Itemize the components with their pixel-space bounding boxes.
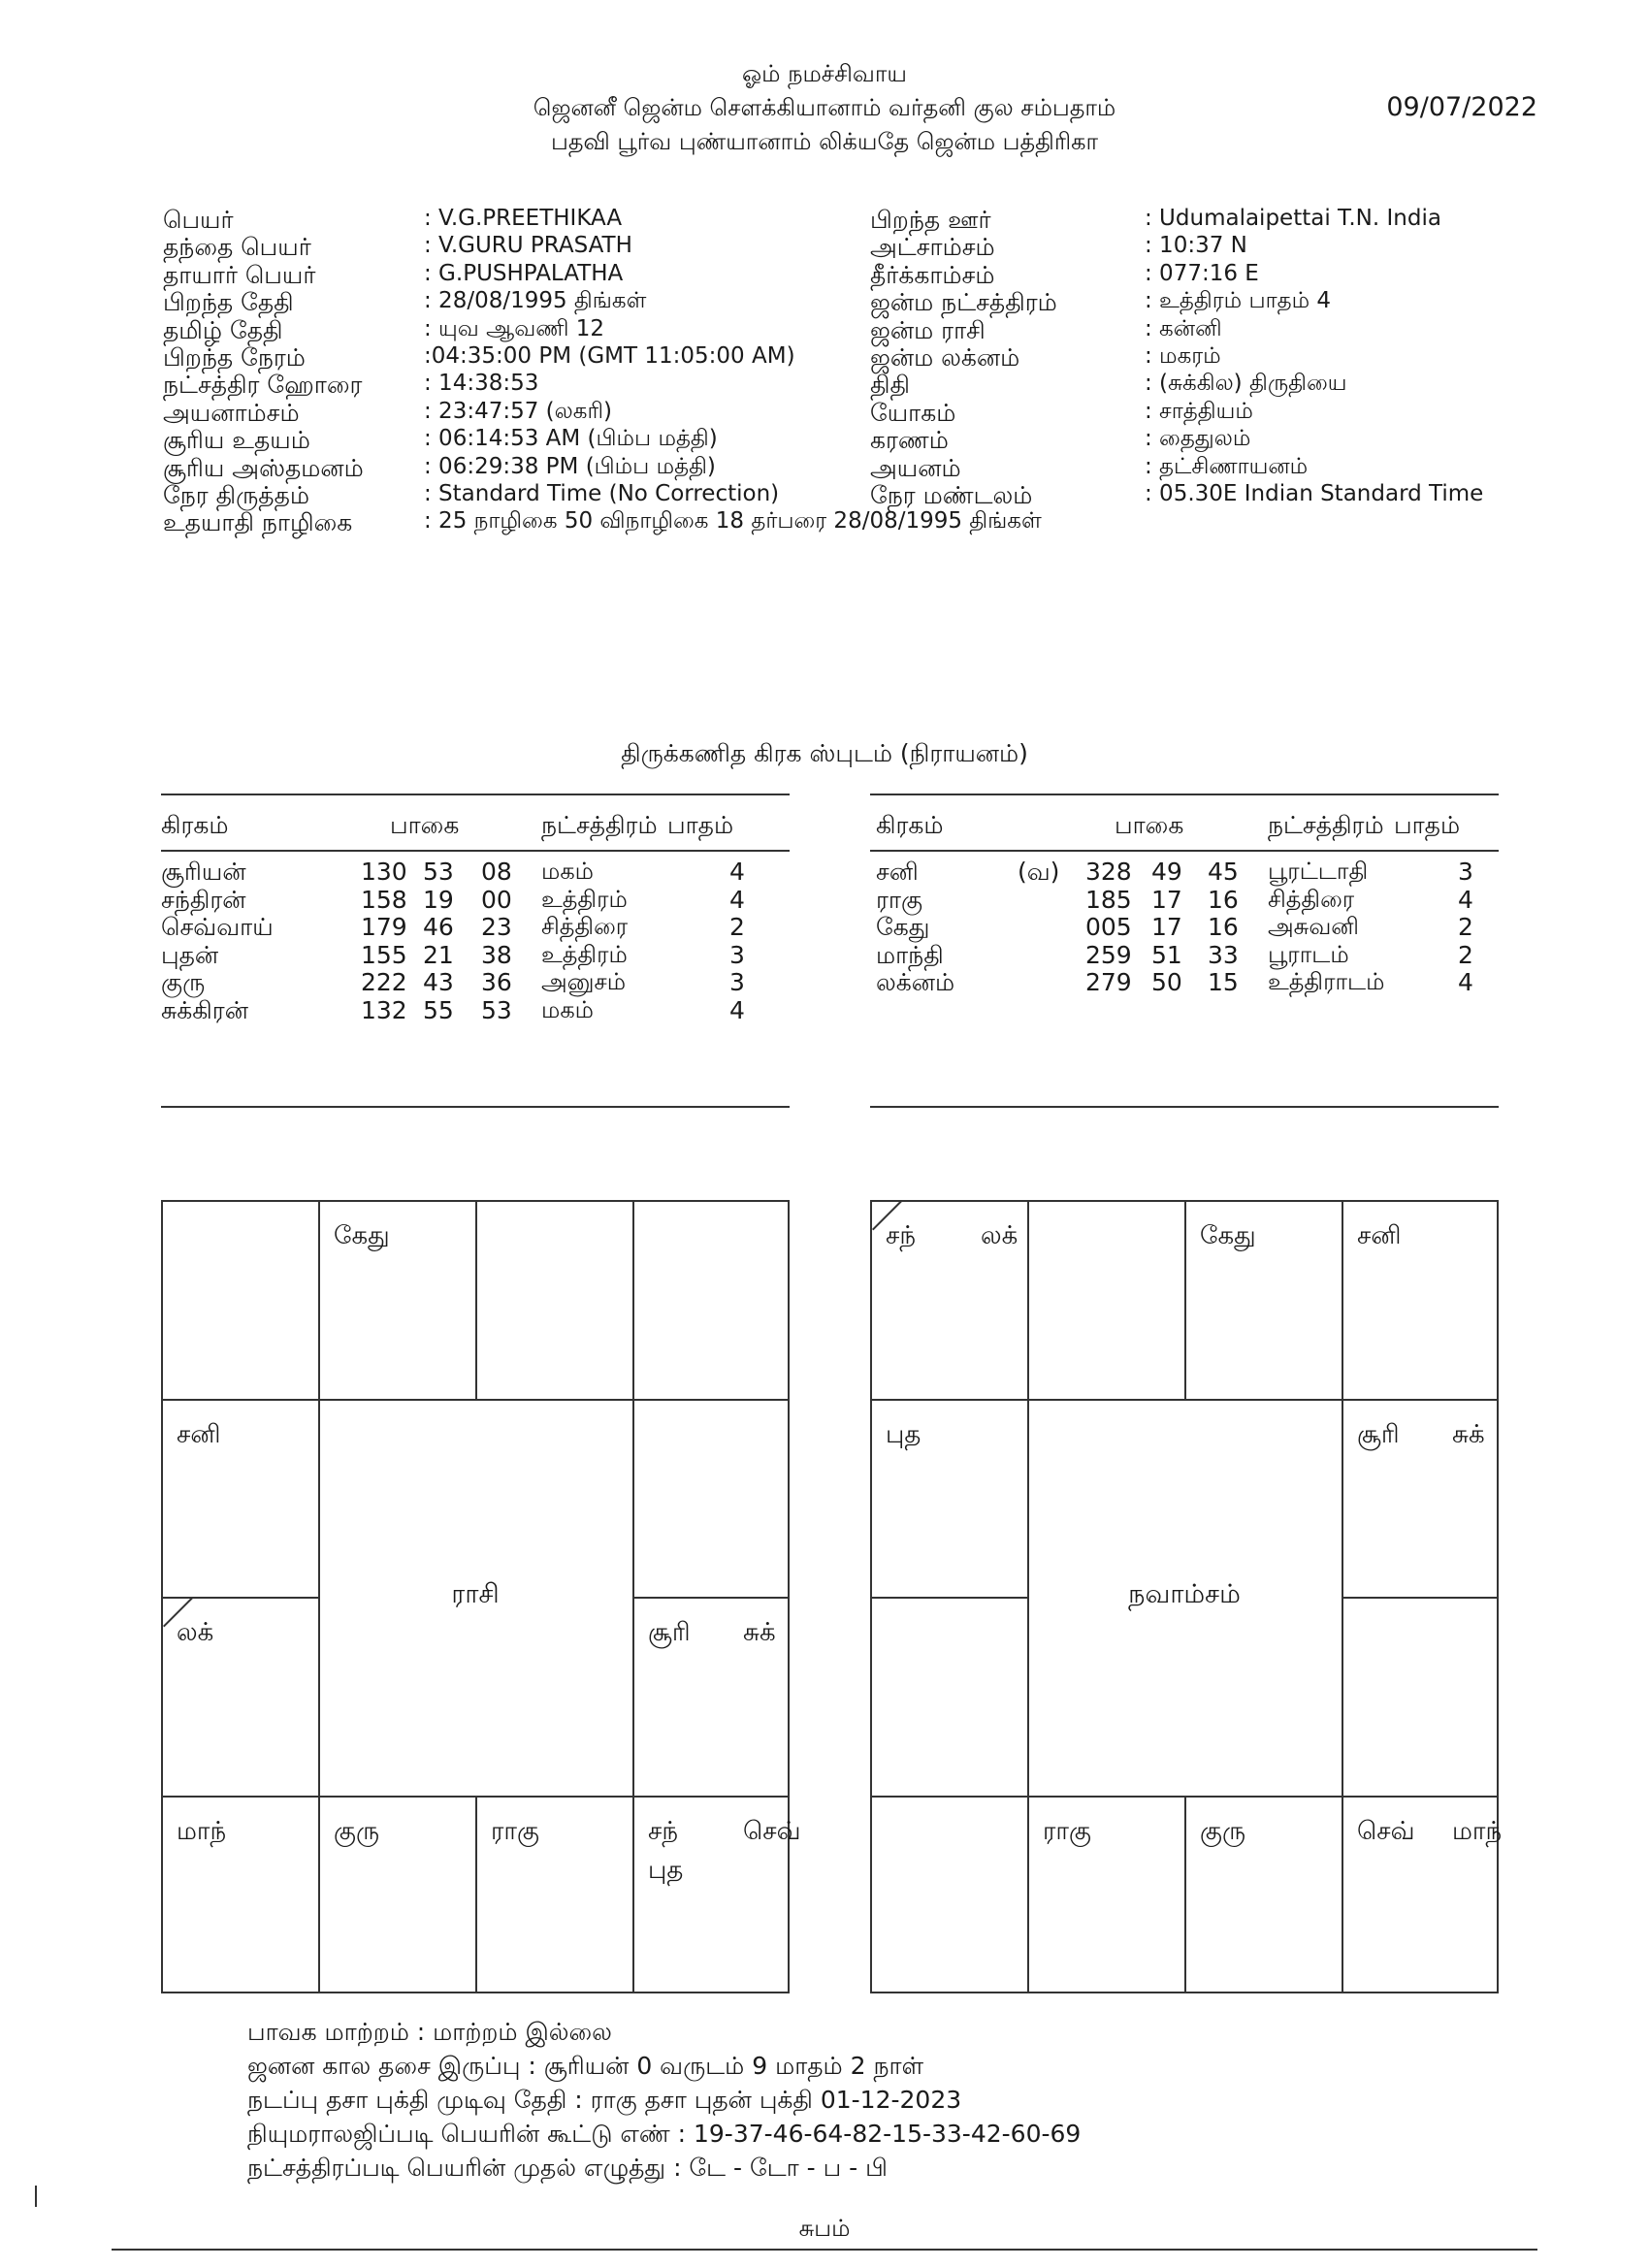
table-rule-bottom <box>870 1106 1499 1108</box>
header-nakshatra: நட்சத்திரம் <box>541 811 658 839</box>
house-planet: ராகு <box>491 1816 539 1846</box>
table-rule-header <box>161 850 790 852</box>
info-value: : மகரம் <box>1145 343 1221 369</box>
chart-center-label: ராசி <box>451 1579 500 1609</box>
chart-center-label: நவாம்சம் <box>1128 1579 1241 1609</box>
info-label: உதயாதி நாழிகை <box>163 508 353 537</box>
header-graham: கிரகம் <box>161 811 229 839</box>
info-label: அயனம் <box>870 453 961 482</box>
padham: 4 <box>729 995 745 1024</box>
padham: 2 <box>1458 913 1473 941</box>
header-nakshatra: நட்சத்திரம் <box>1268 811 1384 839</box>
info-label: அட்சாம்சம் <box>870 233 995 262</box>
info-value: : 25 நாழிகை 50 விநாழிகை 18 தர்பரை 28/08/1995 திங்கள் <box>424 508 1042 535</box>
info-label: தீர்க்காம்சம் <box>870 260 995 289</box>
info-label: தமிழ் தேதி <box>163 315 283 344</box>
degree: 279 <box>1085 968 1132 996</box>
info-label: சூரிய அஸ்தமனம் <box>163 453 364 482</box>
padham: 4 <box>729 858 745 886</box>
info-label: ஜன்ம நட்சத்திரம் <box>870 288 1057 317</box>
header-bhagai: பாகை <box>390 811 460 839</box>
padham: 2 <box>1458 940 1473 969</box>
house-planet: சந் <box>648 1816 679 1846</box>
header-graham: கிரகம் <box>876 811 944 839</box>
second: 08 <box>481 858 512 886</box>
numerology-number: நியுமராலஜிப்படி பெயரின் கூட்டு எண் : 19-37-46-64-82-15-33-42-60-69 <box>247 2120 1082 2148</box>
info-value: : கன்னி <box>1145 315 1222 341</box>
info-label: தந்தை பெயர் <box>163 233 311 262</box>
retro-flag: (வ) <box>1018 858 1060 886</box>
house-planet: சனி <box>1357 1221 1402 1250</box>
second: 16 <box>1208 913 1239 941</box>
info-value: : Standard Time (No Correction) <box>424 481 780 506</box>
house-planet: ராகு <box>1043 1816 1091 1846</box>
bhava-change: பாவக மாற்றம் : மாற்றம் இல்லை <box>247 2018 612 2046</box>
minute: 49 <box>1151 858 1182 886</box>
second: 36 <box>481 968 512 996</box>
header-padham: பாதம் <box>1394 811 1461 839</box>
nakshatra: உத்திராடம் <box>1268 968 1385 995</box>
planet-table-title: திருக்கணித கிரக ஸ்புடம் (நிராயனம்) <box>621 739 1028 767</box>
margin-mark <box>35 2186 37 2207</box>
header-bhagai: பாகை <box>1115 811 1184 839</box>
grid-line <box>475 1200 477 1399</box>
second: 33 <box>1208 940 1239 969</box>
degree: 259 <box>1085 940 1132 969</box>
info-value: : 06:14:53 AM (பிம்ப மத்தி) <box>424 426 718 452</box>
degree: 155 <box>361 940 407 969</box>
second: 38 <box>481 940 512 969</box>
table-rule-header <box>870 850 1499 852</box>
grid-line <box>161 1597 318 1599</box>
info-label: பிறந்த ஊர் <box>870 206 991 234</box>
planet-name: மாந்தி <box>876 940 944 969</box>
house-planet: சூரி <box>648 1618 691 1647</box>
info-value: : 077:16 E <box>1145 260 1259 286</box>
padham: 3 <box>1458 858 1473 886</box>
minute: 19 <box>423 885 454 914</box>
planet-name: சுக்கிரன் <box>161 995 248 1024</box>
house-planet: லக் <box>177 1618 214 1647</box>
house-planet: மாந் <box>177 1816 227 1846</box>
minute: 17 <box>1151 913 1182 941</box>
planet-name: புதன் <box>161 940 219 969</box>
degree: 328 <box>1085 858 1132 886</box>
house-planet: கேது <box>334 1221 390 1250</box>
info-value: : தட்சிணாயனம் <box>1145 453 1309 479</box>
info-value: : சாத்தியம் <box>1145 398 1253 424</box>
second: 45 <box>1208 858 1239 886</box>
degree: 132 <box>361 995 407 1024</box>
grid-line <box>161 1399 790 1401</box>
grid-line <box>1342 1597 1499 1599</box>
nakshatra: உத்திரம் <box>541 940 628 968</box>
closing-word: சுபம் <box>798 2215 851 2242</box>
info-value: : 23:47:57 (லகரி) <box>424 398 612 424</box>
info-label: நேர மண்டலம் <box>870 481 1033 509</box>
padham: 2 <box>729 913 745 941</box>
info-label: திதி <box>870 371 910 400</box>
house-planet: செவ் <box>1357 1816 1415 1846</box>
minute: 53 <box>423 858 454 886</box>
planet-name: லக்னம் <box>876 968 955 996</box>
info-value: : தைதுலம் <box>1145 426 1251 452</box>
verse-line-2: பதவி பூர்வ புண்யானாம் லிக்யதே ஜென்ம பத்திரிகா <box>550 128 1099 155</box>
info-value: : யுவ ஆவணி 12 <box>424 315 604 341</box>
house-planet: சுக் <box>743 1618 776 1647</box>
info-label: ஜன்ம ராசி <box>870 315 986 344</box>
padham: 3 <box>729 968 745 996</box>
minute: 51 <box>1151 940 1182 969</box>
info-value: : உத்திரம் பாதம் 4 <box>1145 288 1332 314</box>
padham: 3 <box>729 940 745 969</box>
minute: 17 <box>1151 885 1182 914</box>
nakshatra: பூரட்டாதி <box>1268 858 1369 885</box>
minute: 50 <box>1151 968 1182 996</box>
dasa-balance: ஜனன கால தசை இருப்பு : சூரியன் 0 வருடம் 9 மாதம் 2 நாள் <box>247 2052 924 2080</box>
degree: 005 <box>1085 913 1132 941</box>
info-value: : Udumalaipettai T.N. India <box>1145 206 1441 231</box>
info-value: : V.GURU PRASATH <box>424 233 632 259</box>
grid-line <box>1184 1796 1186 1994</box>
house-planet: குரு <box>1200 1816 1246 1846</box>
table-rule-top <box>870 794 1499 795</box>
degree: 130 <box>361 858 407 886</box>
house-planet: சந் <box>886 1221 917 1250</box>
second: 00 <box>481 885 512 914</box>
grid-line <box>870 1399 1499 1401</box>
planet-name: ராகு <box>876 885 923 914</box>
info-label: பெயர் <box>163 206 234 234</box>
print-date: 09/07/2022 <box>1386 92 1537 122</box>
nakshatra: பூராடம் <box>1268 940 1349 968</box>
padham: 4 <box>729 885 745 914</box>
house-planet: மாந் <box>1452 1816 1503 1846</box>
info-value: :04:35:00 PM (GMT 11:05:00 AM) <box>424 343 795 369</box>
info-label: யோகம் <box>870 398 956 427</box>
minute: 21 <box>423 940 454 969</box>
planet-name: கேது <box>876 913 930 941</box>
info-value: : 10:37 N <box>1145 233 1247 259</box>
info-label: ஜன்ம லக்னம் <box>870 343 1020 372</box>
info-label: அயனாம்சம் <box>163 398 300 427</box>
info-value: : G.PUSHPALATHA <box>424 260 624 286</box>
planet-name: செவ்வாய் <box>161 913 274 941</box>
second: 16 <box>1208 885 1239 914</box>
bottom-divider <box>112 2249 1537 2251</box>
table-rule-top <box>161 794 790 795</box>
house-planet: சுக் <box>1452 1419 1485 1449</box>
info-label: பிறந்த தேதி <box>163 288 294 317</box>
info-value: : (சுக்கில) திருதியை <box>1145 371 1347 397</box>
house-planet: சனி <box>177 1419 221 1449</box>
nakshatra: சித்திரை <box>541 913 629 940</box>
grid-line <box>475 1796 477 1994</box>
planet-name: குரு <box>161 968 206 996</box>
planet-name: சூரியன் <box>161 858 246 886</box>
second: 23 <box>481 913 512 941</box>
info-label: சூரிய உதயம் <box>163 426 310 455</box>
nakshatra: அனுசம் <box>541 968 627 995</box>
nakshatra: உத்திரம் <box>541 885 628 913</box>
house-planet: குரு <box>334 1816 380 1846</box>
info-value: : 28/08/1995 திங்கள் <box>424 288 647 314</box>
nakshatra: அசுவனி <box>1268 913 1360 940</box>
info-label: பிறந்த நேரம் <box>163 343 306 372</box>
grid-line <box>870 1597 1027 1599</box>
info-value: : V.G.PREETHIKAA <box>424 206 623 231</box>
minute: 43 <box>423 968 454 996</box>
nakshatra: சித்திரை <box>1268 885 1355 913</box>
info-label: தாயார் பெயர் <box>163 260 316 289</box>
padham: 4 <box>1458 885 1473 914</box>
second: 53 <box>481 995 512 1024</box>
minute: 55 <box>423 995 454 1024</box>
house-planet: புத <box>648 1855 684 1885</box>
house-planet: புத <box>886 1419 922 1449</box>
house-planet: லக் <box>981 1221 1018 1250</box>
verse-line-1: ஜெனனீ ஜென்ம சௌக்கியானாம் வர்தனி குல சம்பதாம் <box>533 94 1116 121</box>
info-value: : 06:29:38 PM (பிம்ப மத்தி) <box>424 453 716 479</box>
invocation-line: ஓம் நமச்சிவாய <box>742 60 907 87</box>
info-value: : 05.30E Indian Standard Time <box>1145 481 1484 506</box>
second: 15 <box>1208 968 1239 996</box>
name-first-letters: நட்சத்திரப்படி பெயரின் முதல் எழுத்து : டே - டோ - ப - பி <box>247 2154 888 2182</box>
degree: 179 <box>361 913 407 941</box>
info-value: : 14:38:53 <box>424 371 539 397</box>
planet-name: சந்திரன் <box>161 885 246 914</box>
grid-line <box>632 1597 790 1599</box>
planet-name: சனி <box>876 858 919 886</box>
house-planet: செவ் <box>743 1816 801 1846</box>
header-padham: பாதம் <box>667 811 734 839</box>
padham: 4 <box>1458 968 1473 996</box>
degree: 185 <box>1085 885 1132 914</box>
info-label: நேர திருத்தம் <box>163 481 309 509</box>
degree: 222 <box>361 968 407 996</box>
nakshatra: மகம் <box>541 995 594 1023</box>
house-planet: கேது <box>1200 1221 1256 1250</box>
info-label: நட்சத்திர ஹோரை <box>163 371 363 400</box>
minute: 46 <box>423 913 454 941</box>
grid-line <box>1184 1200 1186 1399</box>
info-label: கரணம் <box>870 426 949 455</box>
degree: 158 <box>361 885 407 914</box>
house-planet: சூரி <box>1357 1419 1400 1449</box>
nakshatra: மகம் <box>541 858 594 885</box>
table-rule-bottom <box>161 1106 790 1108</box>
current-dasa: நடப்பு தசா புக்தி முடிவு தேதி : ராகு தசா புதன் புக்தி 01-12-2023 <box>247 2086 962 2114</box>
